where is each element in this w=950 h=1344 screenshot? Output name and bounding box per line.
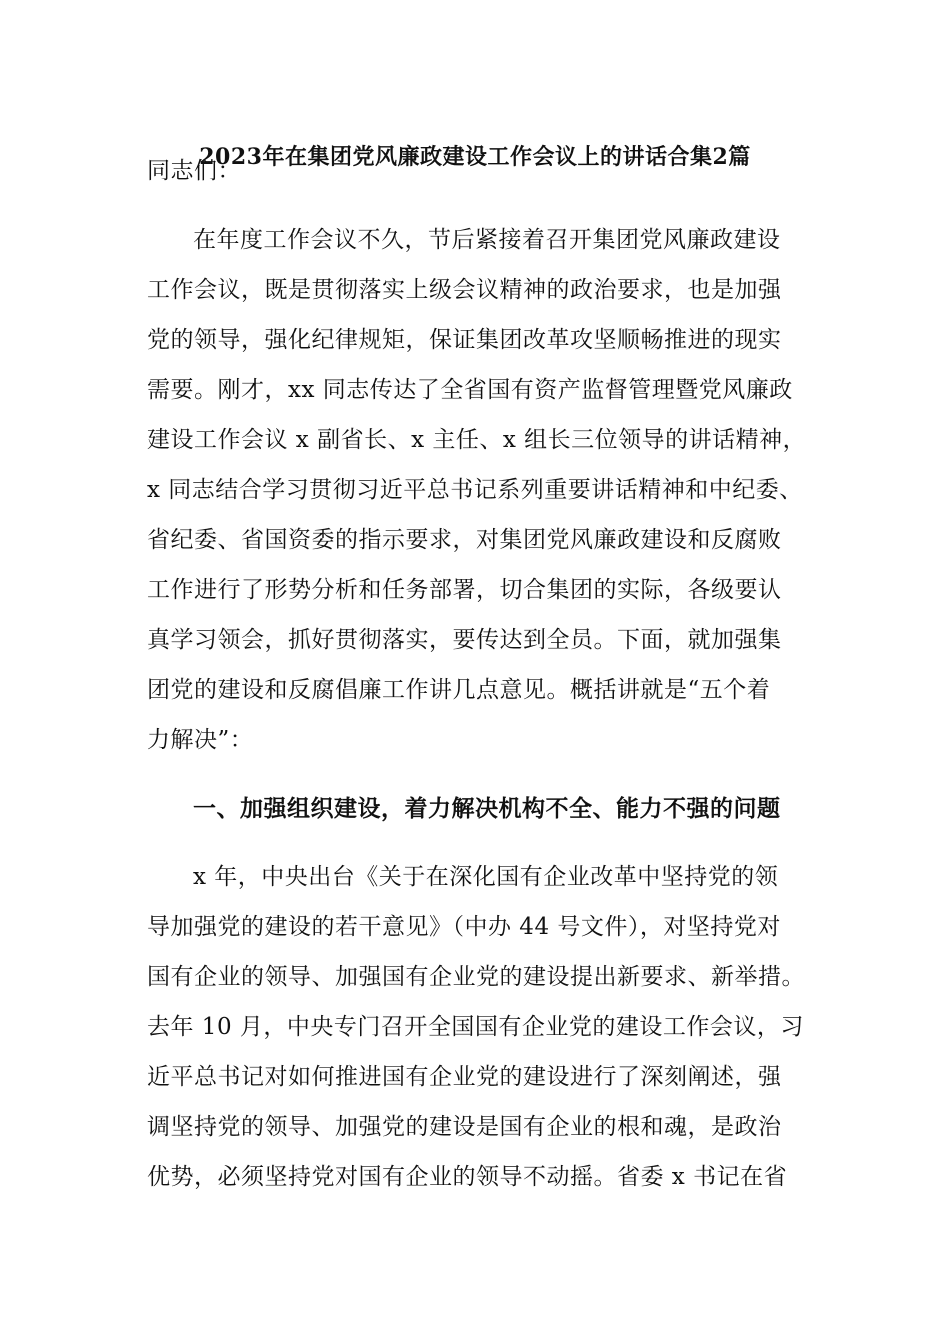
paragraph-line: 在年度工作会议不久，节后紧接着召开集团党风廉政建设 <box>193 227 781 253</box>
document-title: 2023年在集团党风廉政建设工作会议上的讲话合集2篇 <box>199 144 751 170</box>
paragraph-line: 工作进行了形势分析和任务部署，切合集团的实际，各级要认 <box>147 577 782 603</box>
paragraph-line: 需要。刚才，xx 同志传达了全省国有资产监督管理暨党风廉政 <box>147 377 793 403</box>
paragraph-line: 调坚持党的领导、加强党的建设是国有企业的根和魂，是政治 <box>147 1114 782 1140</box>
paragraph-line: 国有企业的领导、加强国有企业党的建设提出新要求、新举措。 <box>147 964 805 990</box>
paragraph-line: 导加强党的建设的若干意见》（中办 44 号文件），对坚持党对 <box>147 914 781 940</box>
paragraph-line: 去年 10 月，中央专门召开全国国有企业党的建设工作会议，习 <box>147 1014 804 1040</box>
paragraph-line: 真学习领会，抓好贯彻落实，要传达到全员。下面，就加强集 <box>147 627 782 653</box>
section-heading: 一、加强组织建设，着力解决机构不全、能力不强的问题 <box>193 795 781 822</box>
paragraph-line: 省纪委、省国资委的指示要求，对集团党风廉政建设和反腐败 <box>147 527 782 553</box>
paragraph-line: 党的领导，强化纪律规矩，保证集团改革攻坚顺畅推进的现实 <box>147 327 782 353</box>
salutation: 同志们： <box>147 158 241 184</box>
paragraph-line: 工作会议，既是贯彻落实上级会议精神的政治要求，也是加强 <box>147 277 782 303</box>
paragraph-line: x 年，中央出台《关于在深化国有企业改革中坚持党的领 <box>193 864 779 890</box>
paragraph-line: 近平总书记对如何推进国有企业党的建设进行了深刻阐述，强 <box>147 1064 782 1090</box>
paragraph-line: 优势，必须坚持党对国有企业的领导不动摇。省委 x 书记在省 <box>147 1164 788 1190</box>
paragraph-line: x 同志结合学习贯彻习近平总书记系列重要讲话精神和中纪委、 <box>147 477 803 503</box>
paragraph-line: 力解决”： <box>147 727 254 753</box>
paragraph-line: 建设工作会议 x 副省长、x 主任、x 组长三位领导的讲话精神， <box>147 427 807 453</box>
paragraph-line: 团党的建设和反腐倡廉工作讲几点意见。概括讲就是“五个着 <box>147 677 771 703</box>
